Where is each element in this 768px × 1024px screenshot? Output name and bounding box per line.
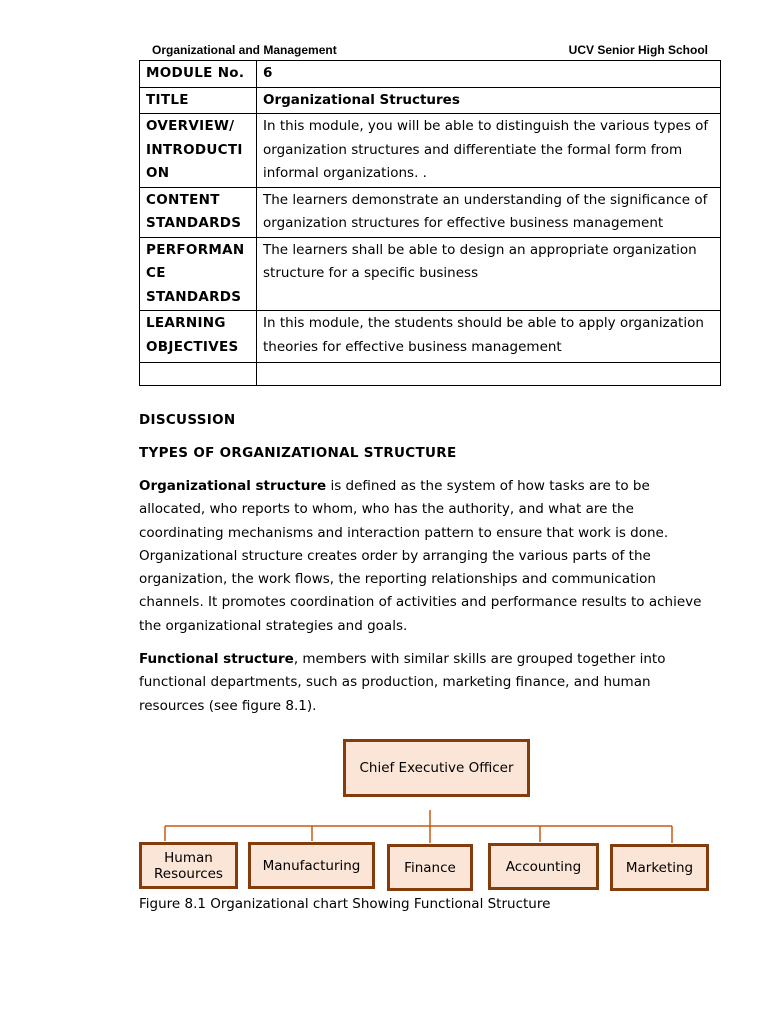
paragraph-text: is defined as the system of how tasks are to be allocated, who reports to whom, who has the authority, and what are the coordinating mechanisms and interaction pattern to ensure that work is done. Organizational structure creates order by arranging the various parts of the organization, the work flows, the reporting relationships and communication channels. It promotes coordination of activities and performance results to achieve the organizational strategies and goals. [139, 478, 702, 634]
row-value-title: Organizational Structures [257, 87, 721, 114]
row-label-performance-standards: PERFORMAN CE STANDARDS [140, 237, 257, 311]
org-box-accounting: Accounting [488, 843, 599, 890]
org-box-manufacturing: Manufacturing [248, 842, 375, 889]
org-box-human-resources: Human Resources [139, 842, 238, 889]
discussion-heading: DISCUSSION [139, 412, 236, 428]
term-functional-structure: Functional structure [139, 651, 294, 667]
org-box-ceo: Chief Executive Officer [343, 739, 530, 797]
row-label-learning-objectives: LEARNING OBJECTIVES [140, 311, 257, 363]
org-box-finance: Finance [387, 844, 473, 891]
row-label-content-standards: CONTENT STANDARDS [140, 187, 257, 237]
term-organizational-structure: Organizational structure [139, 478, 327, 494]
row-label-overview: OVERVIEW/ INTRODUCTI ON [140, 114, 257, 188]
org-box-marketing: Marketing [610, 844, 709, 891]
figure-caption: Figure 8.1 Organizational chart Showing Functional Structure [139, 896, 551, 912]
row-value-module-no: 6 [257, 61, 721, 88]
row-value-content-standards: The learners demonstrate an understanding of the significance of organization structures for effective business management [257, 187, 721, 237]
row-label-title: TITLE [140, 87, 257, 114]
header-left: Organizational and Management [152, 43, 337, 57]
paragraph-text: , members with similar skills are grouped together into functional departments, such as production, marketing finance, and human resources (see figure 8.1). [139, 651, 666, 714]
row-value-overview: In this module, you will be able to distinguish the various types of organization structures and differentiate the formal form from informal organizations. . [257, 114, 721, 188]
types-heading: TYPES OF ORGANIZATIONAL STRUCTURE [139, 445, 457, 461]
header-right: UCV Senior High School [568, 43, 708, 57]
row-value-performance-standards: The learners shall be able to design an appropriate organization structure for a specific business [257, 237, 721, 311]
row-label-module-no: MODULE No. [140, 61, 257, 88]
row-value-learning-objectives: In this module, the students should be able to apply organization theories for effective business management [257, 311, 721, 363]
